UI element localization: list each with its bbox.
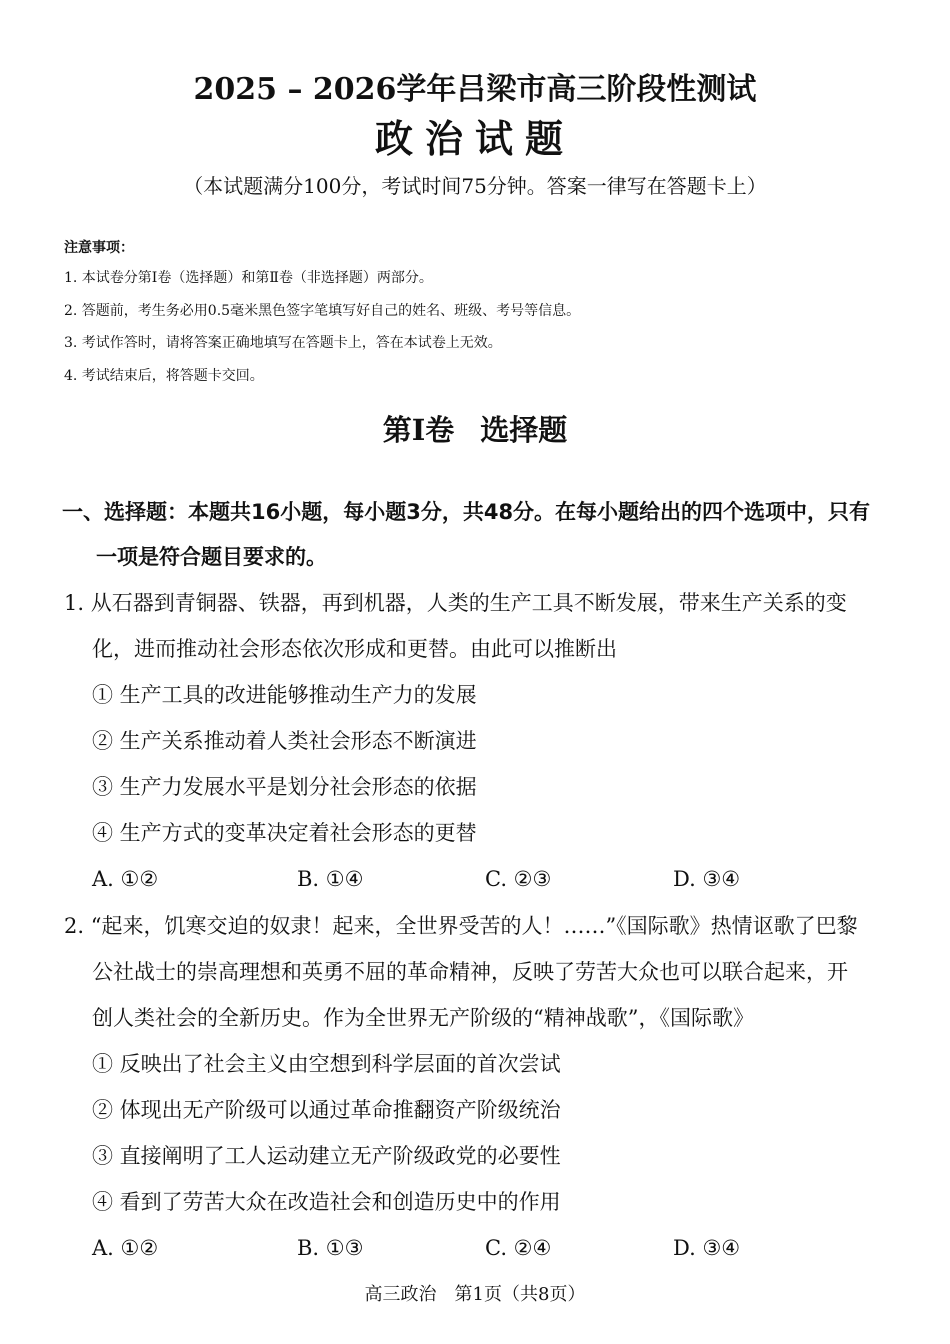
section-name: 选择题: [480, 413, 568, 447]
exam-subject-title: 政治试题: [374, 116, 575, 161]
page-footer: 高三政治 第1页（共8页）: [364, 1284, 586, 1305]
answer-choice-c: C. ②④: [485, 1236, 552, 1260]
statement-option: ③ 直接阐明了工人运动建立无产阶级政党的必要性: [92, 1144, 561, 1168]
question-stem-line: 公社战士的崇高理想和英勇不屈的革命精神，反映了劳苦大众也可以联合起来，开: [92, 960, 848, 984]
question-stem-line: 创人类社会的全新历史。作为全世界无产阶级的“精神战歌”，《国际歌》: [92, 1006, 754, 1030]
statement-option: ② 生产关系推动着人类社会形态不断演进: [92, 729, 477, 753]
answer-choices: [64, 856, 904, 902]
question-stem-line: 2. “起来，饥寒交迫的奴隶！起来，全世界受苦的人！……”《国际歌》热情讴歌了巴黎: [64, 914, 858, 938]
answer-choice-a: A. ①②: [92, 1236, 159, 1260]
exam-title-line1: 2025 – 2026学年吕梁市高三阶段性测试: [193, 72, 757, 107]
question-1: [64, 580, 904, 902]
answer-choice-b: B. ①④: [297, 867, 364, 891]
question-stem-line: 1. 从石器到青铜器、铁器，再到机器，人类的生产工具不断发展，带来生产关系的变: [64, 591, 847, 615]
question-2: [64, 903, 904, 1271]
notice-item: 3. 考试作答时，请将答案正确地填写在答题卡上，答在本试卷上无效。: [64, 335, 502, 351]
notice-item: 1. 本试卷分第Ⅰ卷（选择题）和第Ⅱ卷（非选择题）两部分。: [64, 270, 433, 286]
question-stem-line: 化，进而推动社会形态依次形成和更替。由此可以推断出: [92, 637, 617, 661]
answer-choice-c: C. ②③: [485, 867, 552, 891]
notice-item: 2. 答题前，考生务必用0.5毫米黑色签字笔填写好自己的姓名、班级、考号等信息。: [64, 302, 581, 319]
answer-choice-b: B. ①③: [297, 1236, 364, 1260]
answer-choice-d: D. ③④: [673, 1236, 741, 1260]
statement-option: ① 反映出了社会主义由空想到科学层面的首次尝试: [92, 1052, 561, 1076]
statement-option: ④ 生产方式的变革决定着社会形态的更替: [92, 821, 477, 845]
statement-option: ④ 看到了劳苦大众在改造社会和创造历史中的作用: [92, 1190, 561, 1214]
answer-choices: [64, 1225, 904, 1271]
answer-choice-a: A. ①②: [92, 867, 159, 891]
section-part: 第Ⅰ卷: [382, 413, 455, 447]
answer-choice-d: D. ③④: [673, 867, 741, 891]
notice-heading: 注意事项：: [64, 240, 134, 256]
statement-option: ③ 生产力发展水平是划分社会形态的依据: [92, 775, 477, 799]
statement-option: ① 生产工具的改进能够推动生产力的发展: [92, 683, 477, 707]
part-intro-line2: 一项是符合题目要求的。: [96, 545, 327, 569]
exam-instructions-subtitle: （本试题满分100分，考试时间75分钟。答案一律写在答题卡上）: [183, 174, 767, 198]
part-intro: [62, 490, 902, 580]
part-intro-line1: 一、选择题：本题共16小题，每小题3分，共48分。在每小题给出的四个选项中，只有: [62, 500, 871, 524]
statement-option: ② 体现出无产阶级可以通过革命推翻资产阶级统治: [92, 1098, 561, 1122]
notice-item: 4. 考试结束后，将答题卡交回。: [64, 367, 264, 384]
notice-list: [64, 268, 580, 398]
section-title: [0, 408, 950, 449]
